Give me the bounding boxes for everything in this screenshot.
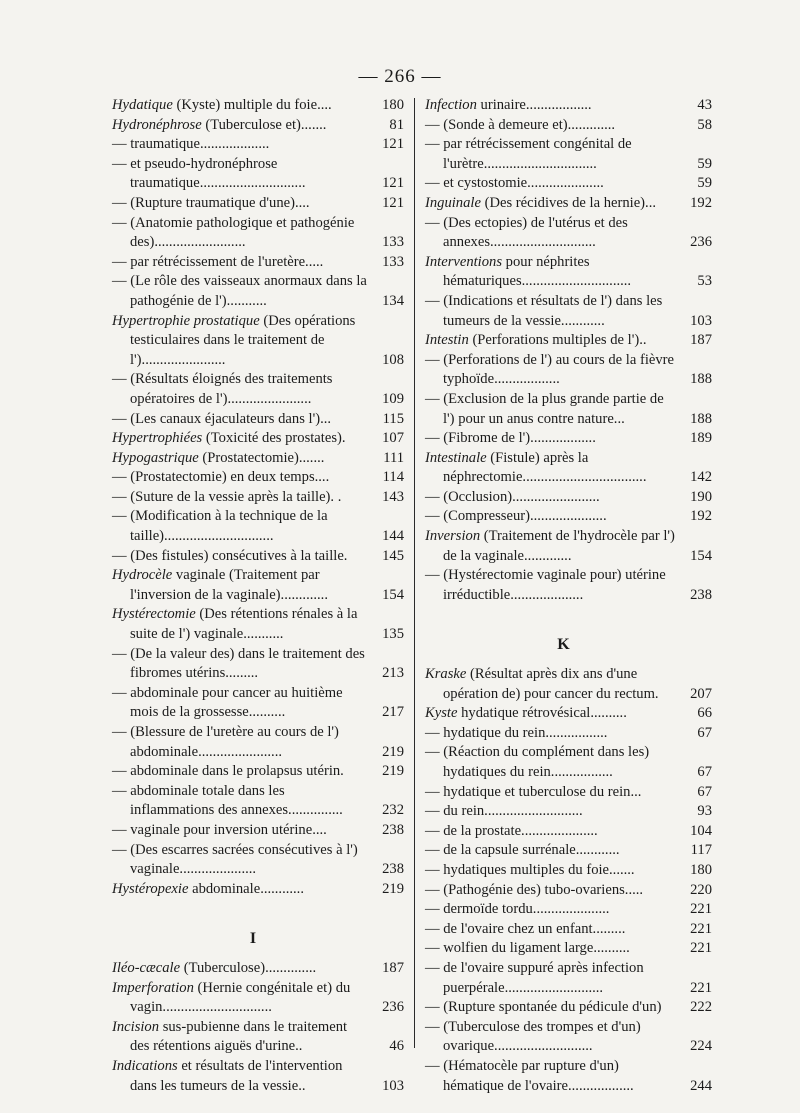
- entry-page-number: 111: [383, 449, 404, 466]
- entry-text: (Des opérations testiculaires dans le traitement de l').......................: [130, 312, 356, 368]
- entry-heading: Hydrocèle: [112, 567, 173, 584]
- entry-page-number: 221: [690, 920, 712, 937]
- index-entry: [425, 351, 712, 390]
- index-entry: [425, 900, 712, 920]
- right-column: [425, 96, 712, 1096]
- entry-text: (Prostatectomie).......: [202, 449, 325, 466]
- entry-text: — (Les canaux éjaculateurs dans l')...: [112, 410, 332, 427]
- entry-text: (Tuberculose)..............: [183, 959, 317, 976]
- entry-heading: Imperforation: [112, 979, 194, 996]
- entry-page-number: 58: [697, 116, 712, 133]
- entry-text: — (Indications et résultats de l') dans les tumeurs de la vessie............: [425, 292, 663, 329]
- index-entry: [425, 507, 712, 527]
- entry-page-number: 145: [382, 547, 404, 564]
- index-entry: [425, 959, 712, 998]
- section-spacer: [425, 605, 712, 623]
- index-entry: [112, 723, 404, 762]
- entry-page-number: 43: [697, 97, 712, 113]
- entry-page-number: 133: [382, 234, 404, 251]
- entry-page-number: 236: [382, 999, 404, 1016]
- entry-heading: Hystéropexie: [112, 880, 189, 897]
- entry-page-number: 107: [382, 430, 404, 447]
- entry-heading: Hypogastrique: [112, 449, 199, 466]
- entry-page-number: 192: [690, 194, 712, 211]
- index-entry: [112, 841, 404, 880]
- column-divider: [414, 98, 415, 1048]
- index-entry: [112, 214, 404, 253]
- index-entry: [112, 782, 404, 821]
- index-entry: [112, 959, 404, 979]
- entry-text: — (Exclusion de la plus grande partie de l') pour un anus contre nature...: [425, 390, 664, 427]
- entry-text: — hydatique du rein.................: [425, 724, 608, 741]
- entry-page-number: 180: [382, 97, 404, 113]
- entry-page-number: 81: [389, 116, 404, 133]
- entry-text: — (Tuberculose des trompes et d'un) ovarique...........................: [425, 1018, 641, 1055]
- entry-text: (Fistule) après la néphrectomie..................................: [443, 449, 647, 486]
- entry-text: — (Sonde à demeure et).............: [425, 116, 616, 133]
- entry-text: — (Fibrome de l')..................: [425, 430, 596, 447]
- entry-page-number: 59: [697, 155, 712, 172]
- index-entry: [425, 802, 712, 822]
- index-entry: [112, 762, 404, 782]
- entry-heading: Hydronéphrose: [112, 116, 202, 133]
- entry-text: — du rein...........................: [425, 803, 583, 820]
- entry-page-number: 46: [389, 1038, 404, 1055]
- index-entry: [425, 194, 712, 214]
- entry-page-number: 238: [382, 861, 404, 878]
- index-entry: [425, 881, 712, 901]
- entry-page-number: 222: [690, 999, 712, 1016]
- entry-page-number: 67: [697, 783, 712, 800]
- index-entry: [425, 214, 712, 253]
- index-entry: [112, 370, 404, 409]
- entry-page-number: 219: [382, 743, 404, 760]
- index-entry: [425, 724, 712, 744]
- entry-text: — (Résultats éloignés des traitements opératoires de l').......................: [112, 371, 333, 407]
- index-entry: [112, 605, 404, 644]
- entry-text: (Des rétentions rénales à la suite de l') vaginale...........: [130, 606, 358, 643]
- entry-text: — abdominale dans le prolapsus utérin.: [112, 763, 344, 780]
- index-entry: [112, 821, 404, 841]
- entry-heading: Iléo-cæcale: [112, 959, 181, 976]
- entry-page-number: 66: [697, 705, 712, 722]
- entry-page-number: 135: [382, 626, 404, 643]
- index-entry: [425, 861, 712, 881]
- entry-page-number: 109: [382, 390, 404, 407]
- index-entry: [425, 429, 712, 449]
- index-entry: [112, 468, 404, 488]
- entry-page-number: 103: [690, 312, 712, 329]
- index-entry: [425, 783, 712, 803]
- entry-page-number: 154: [690, 547, 712, 564]
- entry-text: (Résultat après dix ans d'une opération de) pour cancer du rectum.: [443, 666, 659, 702]
- index-entry: [425, 292, 712, 331]
- entry-page-number: 213: [382, 665, 404, 682]
- entry-text: — (Rupture spontanée du pédicule d'un): [425, 999, 662, 1016]
- index-entry: [425, 998, 712, 1018]
- entry-heading: Inversion: [425, 528, 481, 545]
- entry-text: — vaginale pour inversion utérine....: [112, 821, 327, 838]
- entry-text: — (Blessure de l'uretère au cours de l') abdominale.......................: [112, 724, 339, 760]
- entry-page-number: 143: [382, 488, 404, 505]
- entry-heading: Kraske: [425, 666, 467, 683]
- entry-page-number: 221: [690, 979, 712, 996]
- entry-text: — abdominale totale dans les inflammations des annexes...............: [112, 782, 343, 819]
- entry-text: — et cystostomie.....................: [425, 175, 604, 192]
- index-entry: [112, 566, 404, 605]
- index-entry: [425, 390, 712, 429]
- index-entry: [425, 1018, 712, 1057]
- entry-text: — dermoïde tordu.....................: [425, 901, 610, 918]
- entry-text: — wolfien du ligament large..........: [425, 940, 630, 957]
- entry-page-number: 220: [690, 881, 712, 898]
- entry-page-number: 142: [690, 469, 712, 486]
- index-entry: [425, 527, 712, 566]
- entry-text: — (Anatomie pathologique et pathogénie des).........................: [112, 214, 355, 251]
- index-entry: [112, 194, 404, 214]
- index-entry: [112, 312, 404, 371]
- index-entry: [425, 704, 712, 724]
- entry-text: — (Prostatectomie) en deux temps....: [112, 469, 330, 486]
- entry-page-number: 232: [382, 802, 404, 819]
- index-entry: [112, 96, 404, 116]
- entry-text: — de l'ovaire suppuré après infection puerpérale...........................: [425, 959, 644, 996]
- index-entry: [112, 116, 404, 136]
- entry-page-number: 221: [690, 940, 712, 957]
- entry-text: — (Le rôle des vaisseaux anormaux dans la pathogénie de l')...........: [112, 273, 367, 309]
- entry-text: — abdominale pour cancer au huitième mois de la grossesse..........: [112, 684, 343, 721]
- entry-text: abdominale............: [192, 880, 304, 897]
- entry-text: (Kyste) multiple du foie....: [176, 97, 332, 113]
- entry-text: — (De la valeur des) dans le traitement des fibromes utérins.........: [112, 645, 365, 682]
- entry-page-number: 192: [690, 508, 712, 525]
- entry-page-number: 236: [690, 234, 712, 251]
- entry-page-number: 187: [690, 332, 712, 349]
- entry-heading: Incision: [112, 1018, 160, 1035]
- entry-text: — hydatique et tuberculose du rein...: [425, 783, 642, 800]
- section-spacer: [112, 899, 404, 917]
- index-entry: [425, 939, 712, 959]
- entry-text: et résultats de l'intervention dans les tumeurs de la vessie..: [130, 1057, 343, 1094]
- index-entry: [112, 880, 404, 900]
- index-entry: [112, 410, 404, 430]
- entry-page-number: 224: [690, 1038, 712, 1055]
- entry-text: (Traitement de l'hydrocèle par l') de la vaginale.............: [443, 528, 675, 564]
- entry-text: — de la prostate.....................: [425, 822, 598, 839]
- index-entry: [112, 449, 404, 469]
- index-entry: [112, 507, 404, 546]
- entry-heading: Indications: [112, 1057, 178, 1074]
- entry-heading: Kyste: [425, 705, 458, 722]
- entry-text: — (Perforations de l') au cours de la fièvre typhoïde..................: [425, 351, 675, 388]
- page-number: — 266 —: [358, 66, 442, 87]
- entry-page-number: 221: [690, 901, 712, 918]
- index-entry: [112, 1018, 404, 1057]
- entry-text: vaginale (Traitement par l'inversion de la vaginale).............: [130, 567, 328, 603]
- entry-text: (Des récidives de la hernie)...: [484, 194, 656, 211]
- entry-heading: Hypertrophiées: [112, 430, 203, 447]
- entry-heading: Infection: [425, 97, 477, 113]
- entry-text: pour néphrites hématuriques..............................: [443, 253, 632, 290]
- index-entry: [425, 253, 712, 292]
- entry-text: — de la capsule surrénale............: [425, 842, 620, 859]
- entry-heading: Hydatique: [112, 97, 173, 113]
- entry-text: (Hernie congénitale et) du vagin..............................: [130, 979, 351, 1016]
- entry-text: (Toxicité des prostates).: [205, 430, 346, 447]
- index-entry: [112, 645, 404, 684]
- entry-heading: Hypertrophie prostatique: [112, 312, 260, 329]
- index-entry: [112, 488, 404, 508]
- entry-heading: Inguinale: [425, 194, 481, 211]
- entry-text: — (Réaction du complément dans les) hydatiques du rein.................: [425, 744, 650, 780]
- entry-page-number: 53: [697, 273, 712, 290]
- index-entry: [425, 135, 712, 174]
- entry-text: — par rétrécissement de l'uretère.....: [112, 253, 324, 270]
- entry-page-number: 121: [382, 175, 404, 192]
- entry-page-number: 115: [382, 410, 404, 427]
- index-entry: [112, 429, 404, 449]
- index-entry: [112, 253, 404, 273]
- index-entry: [425, 116, 712, 136]
- entry-page-number: 238: [690, 586, 712, 603]
- entry-text: — (Compresseur).....................: [425, 508, 607, 525]
- entry-page-number: 67: [697, 724, 712, 741]
- entry-page-number: 189: [690, 430, 712, 447]
- entry-page-number: 207: [690, 685, 712, 702]
- entry-text: — (Occlusion)........................: [425, 488, 600, 505]
- entry-page-number: 117: [690, 842, 712, 859]
- entry-text: — hydatiques multiples du foie.......: [425, 861, 635, 878]
- entry-page-number: 238: [382, 821, 404, 838]
- index-entry: [112, 684, 404, 723]
- section-letter: I: [249, 930, 257, 948]
- entry-text: — et pseudo-hydronéphrose traumatique.............................: [112, 155, 306, 192]
- index-entry: [112, 272, 404, 311]
- left-column: [112, 96, 404, 1096]
- index-entry: [425, 331, 712, 351]
- entry-heading: Intestinale: [425, 449, 487, 466]
- index-entry: [425, 1057, 712, 1096]
- entry-page-number: 217: [382, 704, 404, 721]
- entry-page-number: 121: [382, 136, 404, 153]
- entry-page-number: 144: [382, 528, 404, 545]
- entry-text: — par rétrécissement congénital de l'urètre...............................: [425, 136, 632, 172]
- index-entry: [425, 174, 712, 194]
- entry-text: — (Rupture traumatique d'une)....: [112, 194, 310, 211]
- entry-page-number: 104: [690, 822, 712, 839]
- entry-page-number: 154: [382, 586, 404, 603]
- entry-heading: Hystérectomie: [112, 606, 196, 623]
- index-entry: [112, 155, 404, 194]
- entry-page-number: 219: [382, 763, 404, 780]
- entry-page-number: 121: [382, 194, 404, 211]
- index-entry: [425, 96, 712, 116]
- entry-page-number: 187: [382, 959, 404, 976]
- entry-text: (Perforations multiples de l')..: [472, 332, 647, 349]
- index-entry: [425, 488, 712, 508]
- entry-page-number: 133: [382, 253, 404, 270]
- index-entry: [425, 665, 712, 704]
- entry-text: — (Des fistules) consécutives à la taille.: [112, 547, 348, 564]
- entry-page-number: 93: [697, 803, 712, 820]
- entry-page-number: 59: [697, 175, 712, 192]
- entry-text: — (Des ectopies) de l'utérus et des annexes.............................: [425, 214, 628, 251]
- index-entry: [112, 547, 404, 567]
- entry-text: — (Des escarres sacrées consécutives à l') vaginale.....................: [112, 841, 358, 878]
- entry-text: urinaire..................: [480, 97, 592, 113]
- entry-page-number: 108: [382, 351, 404, 368]
- entry-page-number: 188: [690, 371, 712, 388]
- entry-text: — (Hystérectomie vaginale pour) utérine irréductible....................: [425, 567, 666, 603]
- index-entry: [425, 920, 712, 940]
- entry-text: — (Pathogénie des) tubo-ovariens.....: [425, 881, 644, 898]
- entry-page-number: 103: [382, 1077, 404, 1094]
- section-letter: K: [557, 636, 570, 654]
- index-entry: [112, 1057, 404, 1096]
- entry-text: hydatique rétrovésical..........: [461, 705, 627, 722]
- entry-page-number: 244: [690, 1077, 712, 1094]
- entry-text: (Tuberculose et).......: [205, 116, 327, 133]
- index-entry: [425, 743, 712, 782]
- entry-text: — (Modification à la technique de la taille)..............................: [112, 508, 328, 545]
- index-entry: [425, 841, 712, 861]
- index-entry: [425, 822, 712, 842]
- entry-page-number: 180: [690, 861, 712, 878]
- entry-page-number: 188: [690, 410, 712, 427]
- index-entry: [425, 566, 712, 605]
- entry-page-number: 114: [382, 469, 404, 486]
- entry-text: — (Hématocèle par rupture d'un) hématique de l'ovaire..................: [425, 1057, 634, 1094]
- entry-text: — de l'ovaire chez un enfant.........: [425, 920, 626, 937]
- entry-page-number: 190: [690, 488, 712, 505]
- index-entry: [112, 979, 404, 1018]
- entry-heading: Intestin: [425, 332, 469, 349]
- entry-page-number: 134: [382, 292, 404, 309]
- index-entry: [112, 135, 404, 155]
- entry-text: — (Suture de la vessie après la taille). .: [112, 488, 342, 505]
- index-entry: [425, 449, 712, 488]
- entry-text: — traumatique...................: [112, 136, 270, 153]
- entry-heading: Interventions: [425, 253, 503, 270]
- entry-page-number: 219: [382, 880, 404, 897]
- entry-text: sus-pubienne dans le traitement des rétentions aiguës d'urine..: [130, 1018, 348, 1055]
- entry-page-number: 67: [697, 764, 712, 780]
